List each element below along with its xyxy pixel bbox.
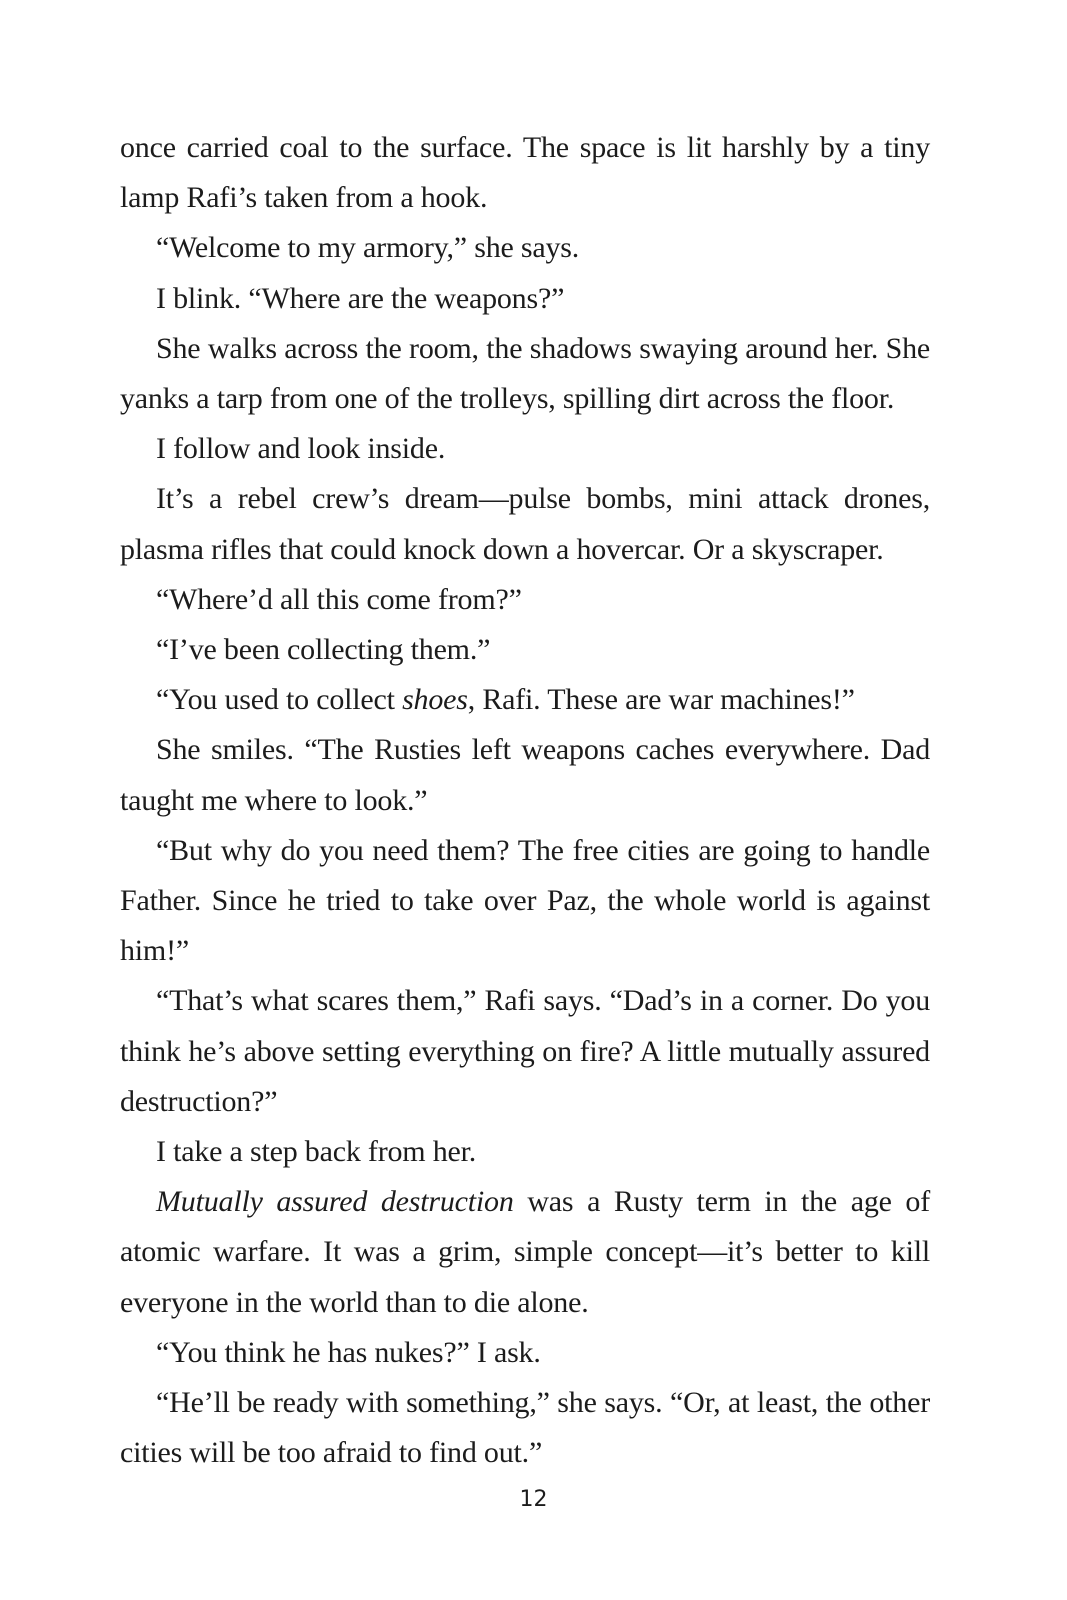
paragraph [120,123,930,223]
italic-text: Mutually assured destruction [156,1185,514,1219]
paragraph [120,223,930,273]
italic-text: shoes [402,683,468,717]
text-span: “Welcome to my armory,” she says. [156,231,580,265]
paragraph [120,826,930,977]
paragraph [120,625,930,675]
text-span: I blink. “Where are the weapons?” [156,281,565,315]
text-span: I take a step back from her. [156,1135,477,1169]
paragraph [120,324,930,424]
text-span: was a Rusty term in the age of atomic warfare. It was a grim, simple concept—it’s better to kill everyone in the world than to die alone. [120,1185,930,1319]
text-span: , Rafi. These are war machines!” [467,683,855,717]
paragraph [120,976,930,1127]
body-text [120,123,930,1478]
text-span: I follow and look inside. [156,432,446,466]
paragraph [120,1328,930,1378]
text-span: “I’ve been collecting them.” [156,633,491,667]
text-span: “Where’d all this come from?” [156,582,522,616]
paragraph [120,1127,930,1177]
text-span: once carried coal to the surface. The space is lit harshly by a tiny lamp Rafi’s taken from a hook. [120,131,930,215]
paragraph [120,424,930,474]
text-span: “He’ll be ready with something,” she says. “Or, at least, the other cities will be too afraid to find out.” [120,1386,930,1470]
paragraph [120,575,930,625]
paragraph [120,1378,930,1478]
paragraph [120,274,930,324]
page-number: 12 [519,1487,548,1512]
text-span: “You used to collect [156,683,403,717]
text-span: “You think he has nukes?” I ask. [156,1335,541,1369]
paragraph [120,474,930,574]
text-span: She walks across the room, the shadows swaying around her. She yanks a tarp from one of the trolleys, spilling dirt across the floor. [120,331,930,416]
paragraph [120,675,930,725]
paragraph [120,725,930,825]
text-span: It’s a rebel crew’s dream—pulse bombs, mini attack drones, plasma rifles that could knock down a hovercar. Or a skyscraper. [120,482,930,566]
paragraph [120,1177,930,1328]
text-span: “But why do you need them? The free cities are going to handle Father. Since he tried to take over Paz, the whole world is against him!” [120,833,930,968]
text-span: She smiles. “The Rusties left weapons caches everywhere. Dad taught me where to look.” [120,733,930,817]
text-span: “That’s what scares them,” Rafi says. “Dad’s in a corner. Do you think he’s above setting everything on fire? A little mutually assured destruction?” [120,984,930,1118]
